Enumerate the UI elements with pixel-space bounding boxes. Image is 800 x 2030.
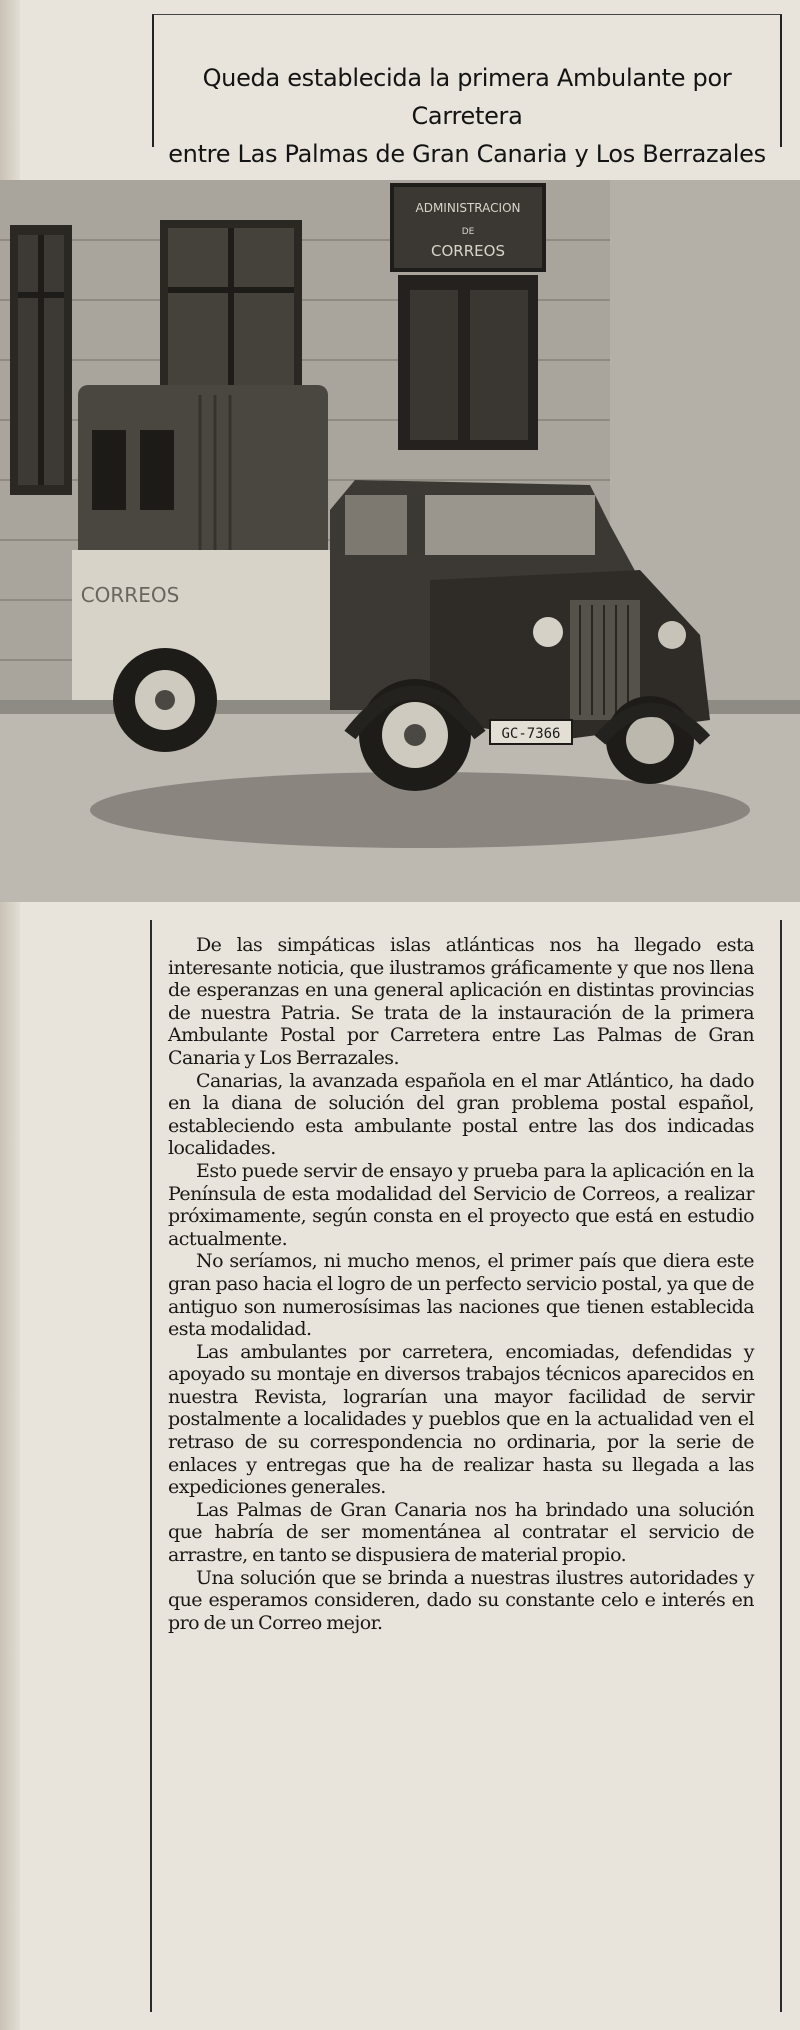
headline-line-2: entre Las Palmas de Gran Canaria y Los Berrazales [168,140,766,168]
sign-line-3: CORREOS [431,242,505,260]
mail-van-photo [0,180,800,902]
license-plate: GC-7366 [501,726,561,742]
headline-line-1: Queda establecida la primera Ambulante por Carretera [202,64,732,130]
headline [154,59,780,173]
sign-line-1: ADMINISTRACION [415,201,521,215]
article-paragraph: Canarias, la avanzada española en el mar Atlántico, ha dado en la diana de solución del gran problema postal español, estableciendo esta ambulante postal entre las dos indicadas localidades. [168,1069,754,1160]
article-paragraph: Las ambulantes por carretera, encomiadas, defendidas y apoyado su montaje en diversos trabajos técnicos aparecidos en nuestra Revista, lograrían una mayor facilidad de servir postalmente a localidades y pueblos que en la actualidad ven el retraso de su correspondencia no ordinaria, por la serie de enlaces y entregas que ha de realizar hasta su llegada a las expediciones generales. [168,1340,754,1499]
article-paragraph: De las simpáticas islas atlánticas nos ha llegado esta interesante noticia, que ilustramos gráficamente y que nos llena de esperanzas en una general aplicación en distintas provincias de nuestra Patria. Se trata de la instauración de la primera Ambulante Postal por Carretera entre Las Palmas de Gran Canaria y Los Berrazales. [168,934,754,1069]
article-paragraph: No seríamos, ni mucho menos, el primer país que diera este gran paso hacia el logro de un perfecto servicio postal, ya que de antiguo son numerosísimas las naciones que tienen establecida esta modalidad. [168,1250,754,1341]
van-side-text: CORREOS [80,583,180,607]
article-body [168,934,754,1634]
article-paragraph: Esto puede servir de ensayo y prueba para la aplicación en la Península de esta modalidad del Servicio de Correos, a realizar próximamente, según consta en el proyecto que está en estudio actualmente. [168,1159,754,1250]
sign-line-2: DE [461,227,475,237]
article-paragraph: Las Palmas de Gran Canaria nos ha brindado una solución que habría de ser momentánea al contratar el servicio de arrastre, en tanto se dispusiera de material propio. [168,1498,754,1567]
headline-frame [152,14,782,168]
article-paragraph: Una solución que se brinda a nuestras ilustres autoridades y que esperamos consideren, dado su constante celo e interés en pro de un Correo mejor. [168,1566,754,1634]
